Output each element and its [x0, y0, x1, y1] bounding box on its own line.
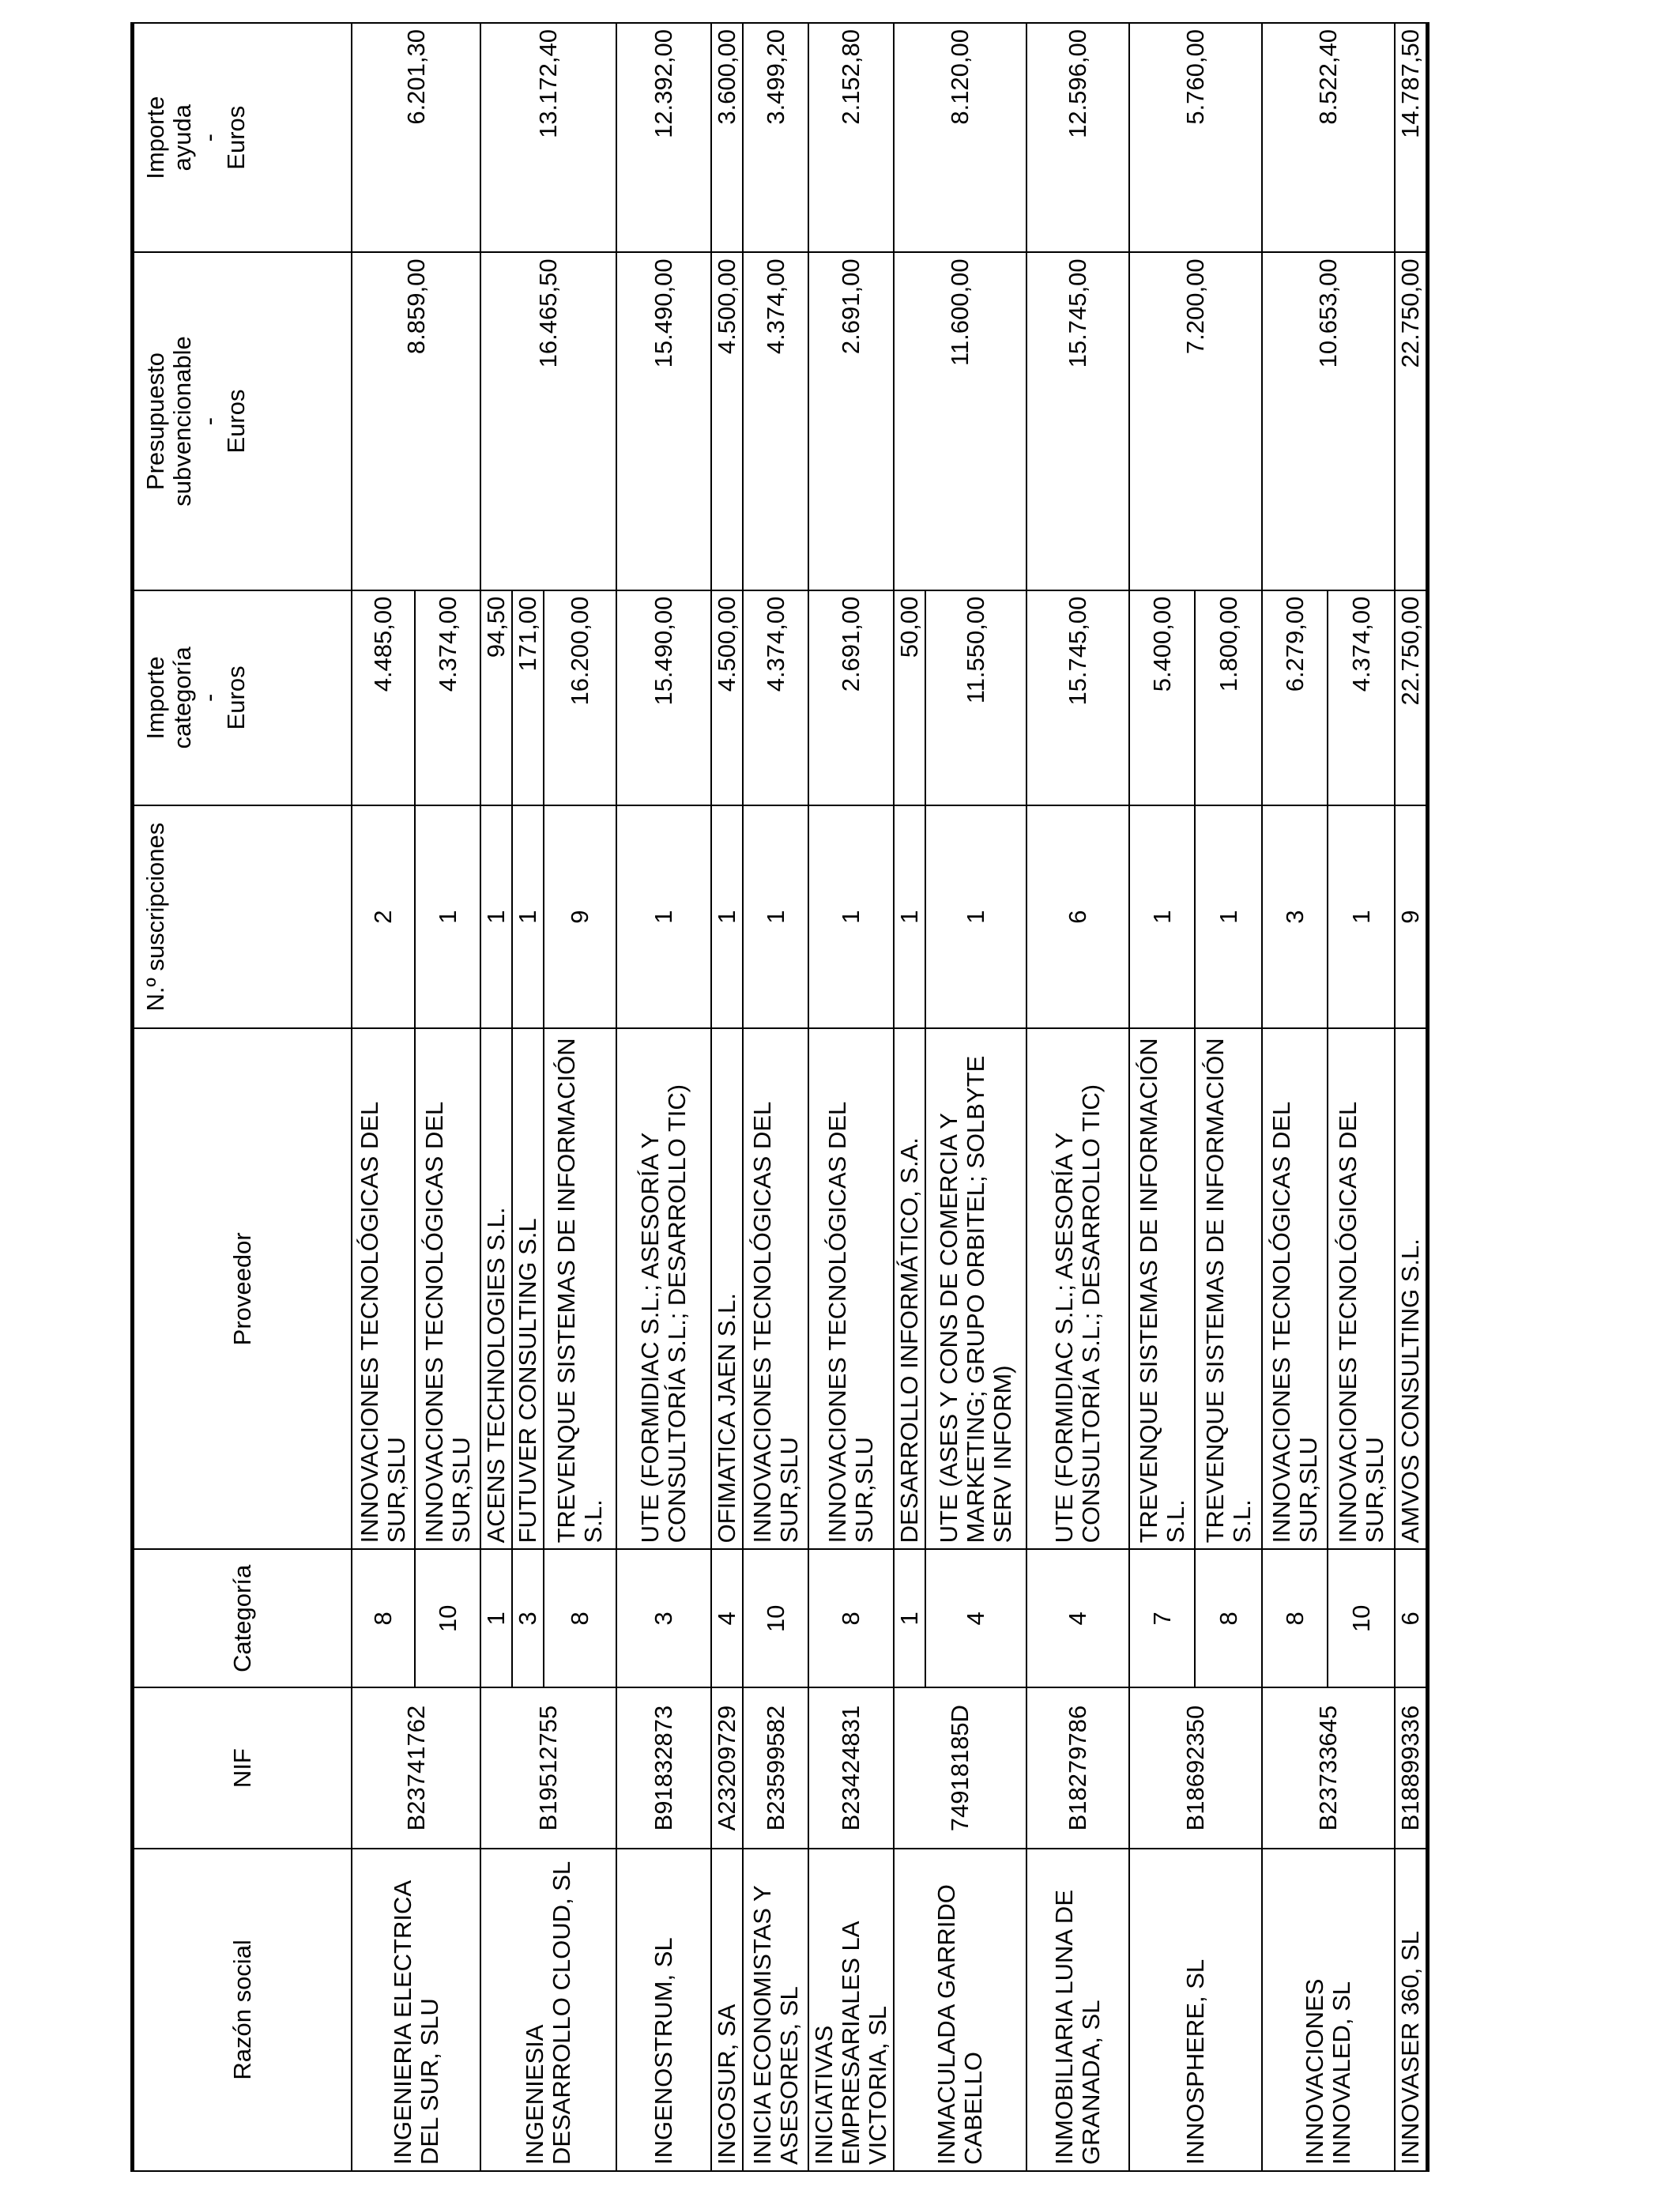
- header-nif: NIF: [133, 1687, 352, 1848]
- proveedor-cell: INNOVACIONES TECNOLÓGICAS DEL SUR,SLU: [415, 1028, 480, 1549]
- suscripciones-cell: 9: [1395, 805, 1428, 1028]
- header-line: Importe: [141, 96, 169, 179]
- suscripciones-cell: 1: [925, 805, 1026, 1028]
- table-row: [711, 23, 743, 2171]
- importe-categoria-cell: 4.500,00: [711, 590, 743, 806]
- categoria-cell: 3: [616, 1549, 711, 1687]
- table-row: [894, 23, 925, 2171]
- proveedor-cell: INNOVACIONES TECNOLÓGICAS DEL SUR,SLU: [352, 1028, 415, 1549]
- importe-categoria-cell: 94,50: [480, 590, 512, 806]
- importe-categoria-cell: 1.800,00: [1195, 590, 1262, 806]
- nif-cell: B23424831: [808, 1687, 894, 1848]
- categoria-cell: 4: [1026, 1549, 1129, 1687]
- importe-ayuda-cell: 12.596,00: [1026, 23, 1129, 252]
- importe-ayuda-cell: 3.600,00: [711, 23, 743, 252]
- nif-cell: B19512755: [480, 1687, 616, 1848]
- proveedor-cell: DESARROLLO INFORMÁTICO, S.A.: [894, 1028, 925, 1549]
- importe-categoria-cell: 16.200,00: [544, 590, 616, 806]
- header-categoria: Categoría: [133, 1549, 352, 1687]
- suscripciones-cell: 1: [808, 805, 894, 1028]
- importe-categoria-cell: 171,00: [512, 590, 544, 806]
- importe-ayuda-cell: 3.499,20: [743, 23, 808, 252]
- importe-categoria-cell: 4.485,00: [352, 590, 415, 806]
- proveedor-cell: AMVOS CONSULTING S.L.: [1395, 1028, 1428, 1549]
- header-line: ayuda: [168, 104, 196, 172]
- header-line: Euros: [222, 389, 250, 454]
- header-line: -: [195, 417, 223, 426]
- proveedor-cell: INNOVACIONES TECNOLÓGICAS DEL SUR,SLU: [1328, 1028, 1395, 1549]
- categoria-cell: 1: [480, 1549, 512, 1687]
- header-proveedor: Proveedor: [133, 1028, 352, 1549]
- table-row: [1129, 23, 1195, 2171]
- table-row: [616, 23, 711, 2171]
- importe-categoria-cell: 4.374,00: [743, 590, 808, 806]
- proveedor-cell: OFIMATICA JAEN S.L.: [711, 1028, 743, 1549]
- header-razon-social: Razón social: [133, 1849, 352, 2171]
- importe-categoria-cell: 15.745,00: [1026, 590, 1129, 806]
- categoria-cell: 8: [808, 1549, 894, 1687]
- categoria-cell: 8: [352, 1549, 415, 1687]
- presupuesto-cell: 7.200,00: [1129, 252, 1262, 590]
- categoria-cell: 1: [894, 1549, 925, 1687]
- presupuesto-cell: 11.600,00: [894, 252, 1026, 590]
- header-line: -: [195, 693, 223, 703]
- header-line: Importe: [141, 656, 169, 740]
- razon-social-cell: INGOSUR, SA: [711, 1849, 743, 2171]
- razon-social-cell: INMACULADA GARRIDO CABELLO: [894, 1849, 1026, 2171]
- proveedor-cell: INNOVACIONES TECNOLÓGICAS DEL SUR,SLU: [743, 1028, 808, 1549]
- categoria-cell: 10: [415, 1549, 480, 1687]
- suscripciones-cell: 2: [352, 805, 415, 1028]
- proveedor-cell: INNOVACIONES TECNOLÓGICAS DEL SUR,SLU: [1262, 1028, 1328, 1549]
- nif-cell: B18692350: [1129, 1687, 1262, 1848]
- table-row: [808, 23, 894, 2171]
- header-row: [133, 23, 352, 2171]
- table-row: [480, 23, 512, 2171]
- importe-ayuda-cell: 8.522,40: [1262, 23, 1395, 252]
- header-suscripciones: N.º suscripciones: [133, 805, 352, 1028]
- razon-social-cell: INICIATIVAS EMPRESARIALES LA VICTORIA, SL: [808, 1849, 894, 2171]
- proveedor-cell: INNOVACIONES TECNOLÓGICAS DEL SUR,SLU: [808, 1028, 894, 1549]
- header-presupuesto: [133, 252, 352, 590]
- categoria-cell: 7: [1129, 1549, 1195, 1687]
- razon-social-cell: INNOVACIONES INNOVALED, SL: [1262, 1849, 1395, 2171]
- razon-social-cell: INGENIESIA DESARROLLO CLOUD, SL: [480, 1849, 616, 2171]
- presupuesto-cell: 16.465,50: [480, 252, 616, 590]
- table-row: [1395, 23, 1428, 2171]
- table-row: [1026, 23, 1129, 2171]
- nif-cell: B18899336: [1395, 1687, 1428, 1848]
- table-row: [1262, 23, 1328, 2171]
- header-importe-categoria: [133, 590, 352, 806]
- categoria-cell: 4: [925, 1549, 1026, 1687]
- table-row: [352, 23, 415, 2171]
- razon-social-cell: INGENOSTRUM, SL: [616, 1849, 711, 2171]
- categoria-cell: 6: [1395, 1549, 1428, 1687]
- header-line: categoría: [168, 647, 196, 749]
- suscripciones-cell: 1: [480, 805, 512, 1028]
- nif-cell: B18279786: [1026, 1687, 1129, 1848]
- importe-categoria-cell: 5.400,00: [1129, 590, 1195, 806]
- importe-categoria-cell: 4.374,00: [1328, 590, 1395, 806]
- suscripciones-cell: 1: [1328, 805, 1395, 1028]
- razon-social-cell: INNOSPHERE, SL: [1129, 1849, 1262, 2171]
- header-line: -: [195, 134, 223, 142]
- nif-cell: A23209729: [711, 1687, 743, 1848]
- presupuesto-cell: 22.750,00: [1395, 252, 1428, 590]
- suscripciones-cell: 1: [743, 805, 808, 1028]
- suscripciones-cell: 9: [544, 805, 616, 1028]
- importe-ayuda-cell: 13.172,40: [480, 23, 616, 252]
- nif-cell: B23741762: [352, 1687, 480, 1848]
- proveedor-cell: TREVENQUE SISTEMAS DE INFORMACIÓN S.L.: [1195, 1028, 1262, 1549]
- razon-social-cell: INNOVASER 360, SL: [1395, 1849, 1428, 2171]
- proveedor-cell: ACENS TECHNOLOGIES S.L.: [480, 1028, 512, 1549]
- header-line: Euros: [222, 105, 250, 170]
- nif-cell: B23733645: [1262, 1687, 1395, 1848]
- importe-categoria-cell: 6.279,00: [1262, 590, 1328, 806]
- importe-ayuda-cell: 5.760,00: [1129, 23, 1262, 252]
- categoria-cell: 8: [1262, 1549, 1328, 1687]
- categoria-cell: 4: [711, 1549, 743, 1687]
- categoria-cell: 8: [1195, 1549, 1262, 1687]
- suscripciones-cell: 1: [415, 805, 480, 1028]
- importe-categoria-cell: 11.550,00: [925, 590, 1026, 806]
- categoria-cell: 10: [1328, 1549, 1395, 1687]
- presupuesto-cell: 2.691,00: [808, 252, 894, 590]
- suscripciones-cell: 6: [1026, 805, 1129, 1028]
- grants-table: [130, 22, 1430, 2172]
- razon-social-cell: INMOBILIARIA LUNA DE GRANADA, SL: [1026, 1849, 1129, 2171]
- suscripciones-cell: 3: [1262, 805, 1328, 1028]
- nif-cell: B23599582: [743, 1687, 808, 1848]
- categoria-cell: 8: [544, 1549, 616, 1687]
- proveedor-cell: UTE (FORMIDIAC S.L.; ASESORÍA Y CONSULTORÍA S.L.; DESARROLLO TIC): [1026, 1028, 1129, 1549]
- header-importe-ayuda: [133, 23, 352, 252]
- suscripciones-cell: 1: [1129, 805, 1195, 1028]
- proveedor-cell: FUTUVER CONSULTING S.L: [512, 1028, 544, 1549]
- importe-ayuda-cell: 14.787,50: [1395, 23, 1428, 252]
- importe-ayuda-cell: 8.120,00: [894, 23, 1026, 252]
- nif-cell: 74918185D: [894, 1687, 1026, 1848]
- proveedor-cell: TREVENQUE SISTEMAS DE INFORMACIÓN S.L.: [544, 1028, 616, 1549]
- proveedor-cell: UTE (ASES Y CONS DE COMERCIA Y MARKETING; GRUPO ORBITEL; SOLBYTE SERV INFORM): [925, 1028, 1026, 1549]
- table-body: [352, 23, 1428, 2171]
- suscripciones-cell: 1: [711, 805, 743, 1028]
- presupuesto-cell: 10.653,00: [1262, 252, 1395, 590]
- presupuesto-cell: 8.859,00: [352, 252, 480, 590]
- presupuesto-cell: 4.500,00: [711, 252, 743, 590]
- categoria-cell: 10: [743, 1549, 808, 1687]
- importe-ayuda-cell: 6.201,30: [352, 23, 480, 252]
- importe-categoria-cell: 4.374,00: [415, 590, 480, 806]
- suscripciones-cell: 1: [894, 805, 925, 1028]
- presupuesto-cell: 15.490,00: [616, 252, 711, 590]
- header-line: subvencionable: [168, 336, 196, 507]
- nif-cell: B91832873: [616, 1687, 711, 1848]
- importe-categoria-cell: 22.750,00: [1395, 590, 1428, 806]
- categoria-cell: 3: [512, 1549, 544, 1687]
- razon-social-cell: INGENIERIA ELECTRICA DEL SUR, SLU: [352, 1849, 480, 2171]
- proveedor-cell: TREVENQUE SISTEMAS DE INFORMACIÓN S.L.: [1129, 1028, 1195, 1549]
- header-line: Euros: [222, 665, 250, 730]
- header-line: Presupuesto: [141, 352, 169, 491]
- presupuesto-cell: 4.374,00: [743, 252, 808, 590]
- suscripciones-cell: 1: [512, 805, 544, 1028]
- razon-social-cell: INICIA ECONOMISTAS Y ASESORES, SL: [743, 1849, 808, 2171]
- importe-categoria-cell: 2.691,00: [808, 590, 894, 806]
- importe-categoria-cell: 50,00: [894, 590, 925, 806]
- importe-ayuda-cell: 2.152,80: [808, 23, 894, 252]
- table-row: [743, 23, 808, 2171]
- suscripciones-cell: 1: [1195, 805, 1262, 1028]
- presupuesto-cell: 15.745,00: [1026, 252, 1129, 590]
- proveedor-cell: UTE (FORMIDIAC S.L.; ASESORÍA Y CONSULTORÍA S.L.; DESARROLLO TIC): [616, 1028, 711, 1549]
- importe-ayuda-cell: 12.392,00: [616, 23, 711, 252]
- importe-categoria-cell: 15.490,00: [616, 590, 711, 806]
- suscripciones-cell: 1: [616, 805, 711, 1028]
